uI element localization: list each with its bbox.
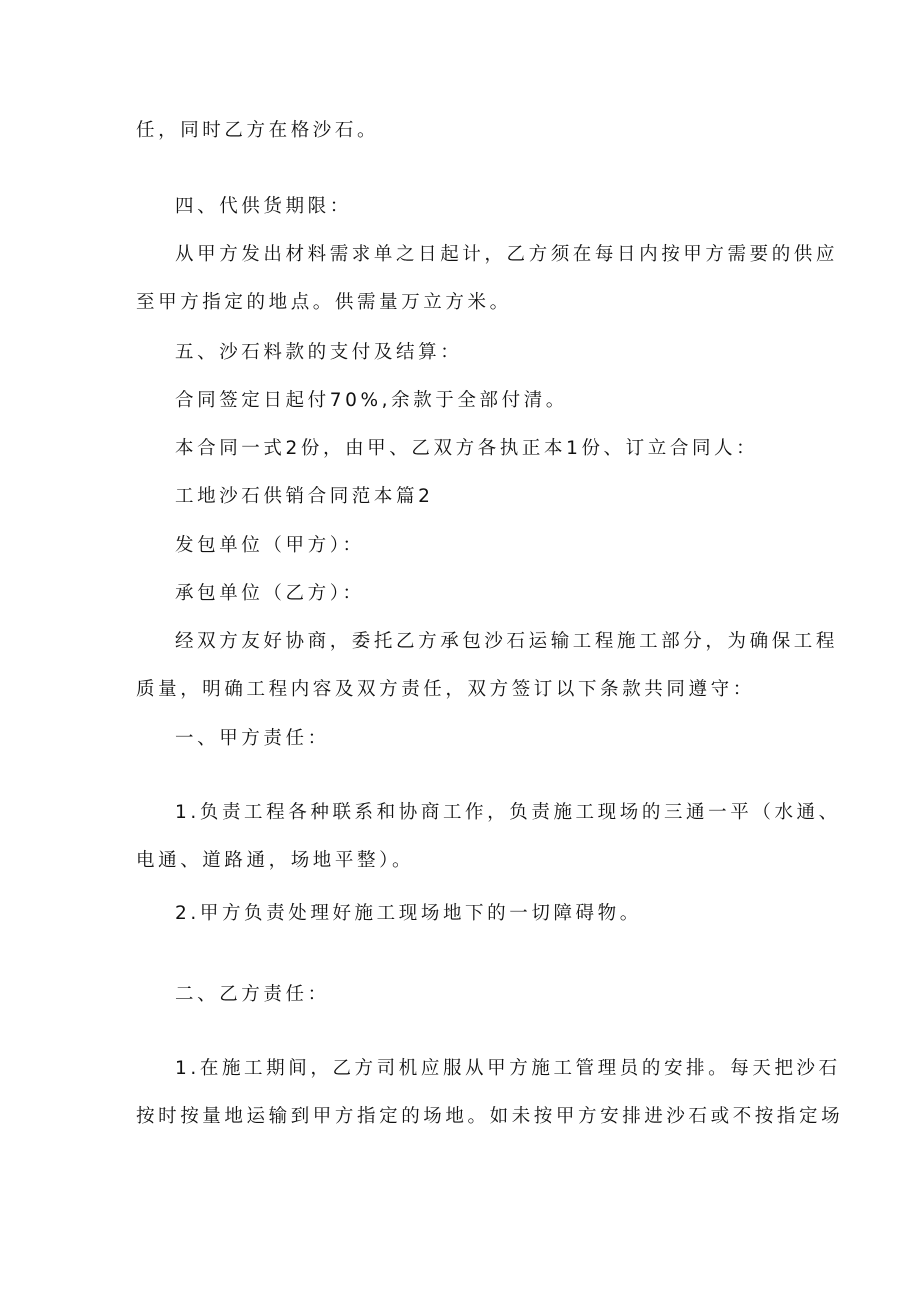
list-item: 1.负责工程各种联系和协商工作，负责施工现场的三通一平（水通、 (175, 802, 841, 823)
paragraph-line: 质量，明确工程内容及双方责任，双方签订以下条款共同遵守： (136, 679, 755, 700)
paragraph-line: 任，同时乙方在格沙石。 (136, 120, 380, 141)
paragraph-line: 本合同一式2份，由甲、乙双方各执正本1份、订立合同人： (175, 438, 759, 459)
paragraph-line: 按时按量地运输到甲方指定的场地。如未按甲方安排进沙石或不按指定场 (136, 1106, 844, 1127)
paragraph-line: 合同签定日起付70%,余款于全部付清。 (175, 390, 568, 411)
party-b-label: 承包单位（乙方）： (175, 583, 365, 604)
section-heading: 二、乙方责任： (175, 984, 330, 1005)
section-heading: 四、代供货期限： (175, 196, 352, 217)
party-a-label: 发包单位（甲方）： (175, 535, 365, 556)
paragraph-line: 经双方友好协商，委托乙方承包沙石运输工程施工部分，为确保工程 (175, 631, 839, 652)
list-item: 1.在施工期间，乙方司机应服从甲方施工管理员的安排。每天把沙石 (175, 1058, 841, 1079)
list-item: 2.甲方负责处理好施工现场地下的一切障碍物。 (175, 903, 642, 924)
document-title: 工地沙石供销合同范本篇2 (175, 486, 434, 507)
section-heading: 五、沙石料款的支付及结算： (175, 342, 463, 363)
paragraph-line: 从甲方发出材料需求单之日起计，乙方须在每日内按甲方需要的供应 (175, 244, 839, 265)
paragraph-line: 至甲方指定的地点。供需量万立方米。 (136, 292, 512, 313)
section-heading: 一、甲方责任： (175, 728, 330, 749)
paragraph-line: 电通、道路通，场地平整）。 (136, 850, 415, 871)
